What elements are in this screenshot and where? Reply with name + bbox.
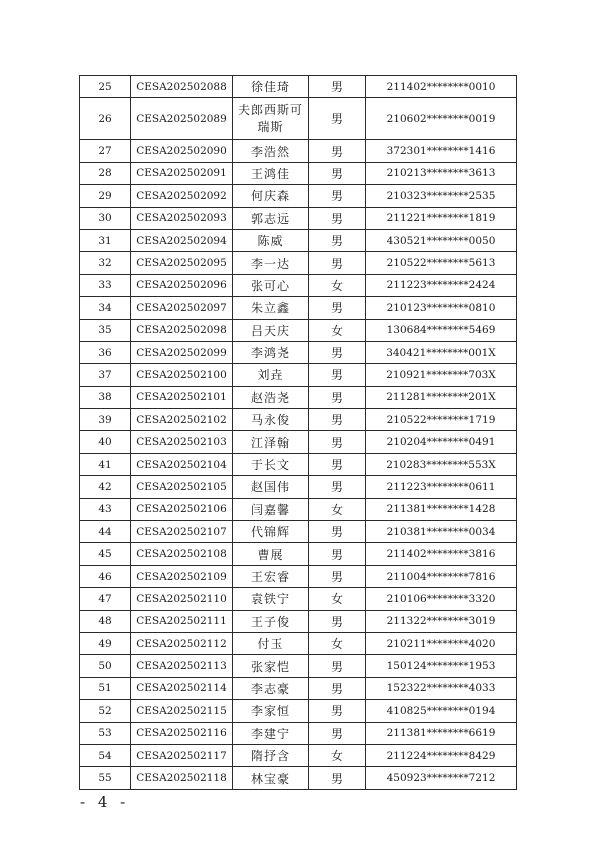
candidate-gender: 男 [309, 409, 366, 431]
candidate-name: 李浩然 [233, 140, 309, 162]
row-number: 50 [80, 655, 131, 677]
candidate-id: CESA202502093 [131, 207, 233, 229]
candidate-name: 李家恒 [233, 700, 309, 722]
candidate-name: 曹展 [233, 543, 309, 565]
candidate-id-card: 211221********1819 [366, 207, 517, 229]
candidate-name: 徐佳琦 [233, 76, 309, 98]
candidate-id: CESA202502114 [131, 677, 233, 699]
candidate-id-card: 210283********553X [366, 453, 517, 475]
candidate-name: 赵国伟 [233, 476, 309, 498]
candidate-gender: 女 [309, 274, 366, 296]
table-row [80, 588, 517, 610]
candidate-id-card: 152322********4033 [366, 677, 517, 699]
table-row [80, 498, 517, 520]
candidate-name: 王宏睿 [233, 565, 309, 587]
candidate-id: CESA202502103 [131, 431, 233, 453]
candidate-gender: 男 [309, 543, 366, 565]
row-number: 37 [80, 364, 131, 386]
candidate-id: CESA202502102 [131, 409, 233, 431]
table-row [80, 476, 517, 498]
candidate-id-card: 430521********0050 [366, 229, 517, 251]
candidate-name: 吕天庆 [233, 319, 309, 341]
row-number: 31 [80, 229, 131, 251]
candidate-id: CESA202502097 [131, 297, 233, 319]
row-number: 28 [80, 162, 131, 184]
candidate-name: 代锦辉 [233, 521, 309, 543]
row-number: 32 [80, 252, 131, 274]
roster-table [79, 75, 517, 790]
candidate-gender: 男 [309, 722, 366, 744]
candidate-gender: 女 [309, 744, 366, 766]
row-number: 36 [80, 341, 131, 363]
candidate-gender: 男 [309, 521, 366, 543]
candidate-id: CESA202502104 [131, 453, 233, 475]
candidate-gender: 男 [309, 364, 366, 386]
table-row [80, 521, 517, 543]
table-row [80, 364, 517, 386]
candidate-id-card: 210921********703X [366, 364, 517, 386]
candidate-id: CESA202502094 [131, 229, 233, 251]
table-row [80, 744, 517, 766]
candidate-id: CESA202502115 [131, 700, 233, 722]
candidate-name: 林宝豪 [233, 767, 309, 789]
table-row [80, 565, 517, 587]
candidate-name: 张可心 [233, 274, 309, 296]
candidate-gender: 男 [309, 655, 366, 677]
candidate-id: CESA202502101 [131, 386, 233, 408]
row-number: 34 [80, 297, 131, 319]
candidate-gender: 女 [309, 498, 366, 520]
candidate-gender: 男 [309, 341, 366, 363]
candidate-id-card: 210522********1719 [366, 409, 517, 431]
candidate-id-card: 210211********4020 [366, 632, 517, 654]
candidate-id: CESA202502089 [131, 98, 233, 140]
candidate-id: CESA202502112 [131, 632, 233, 654]
candidate-gender: 男 [309, 207, 366, 229]
table-row [80, 409, 517, 431]
candidate-id: CESA202502108 [131, 543, 233, 565]
row-number: 25 [80, 76, 131, 98]
candidate-id-card: 410825********0194 [366, 700, 517, 722]
row-number: 39 [80, 409, 131, 431]
candidate-gender: 男 [309, 76, 366, 98]
candidate-gender: 男 [309, 252, 366, 274]
candidate-id-card: 211402********3816 [366, 543, 517, 565]
candidate-name: 赵浩尧 [233, 386, 309, 408]
row-number: 53 [80, 722, 131, 744]
candidate-id-card: 450923********7212 [366, 767, 517, 789]
candidate-id: CESA202502092 [131, 185, 233, 207]
candidate-name: 郭志远 [233, 207, 309, 229]
row-number: 49 [80, 632, 131, 654]
table-row [80, 98, 517, 140]
candidate-id-card: 340421********001X [366, 341, 517, 363]
candidate-gender: 女 [309, 632, 366, 654]
row-number: 48 [80, 610, 131, 632]
candidate-id: CESA202502088 [131, 76, 233, 98]
candidate-gender: 男 [309, 610, 366, 632]
table-row [80, 76, 517, 98]
table-row [80, 431, 517, 453]
candidate-id: CESA202502099 [131, 341, 233, 363]
candidate-gender: 男 [309, 431, 366, 453]
table-row [80, 274, 517, 296]
candidate-id-card: 211402********0010 [366, 76, 517, 98]
row-number: 27 [80, 140, 131, 162]
candidate-id-card: 210204********0491 [366, 431, 517, 453]
candidate-id-card: 210381********0034 [366, 521, 517, 543]
row-number: 40 [80, 431, 131, 453]
candidate-id-card: 210323********2535 [366, 185, 517, 207]
candidate-gender: 男 [309, 767, 366, 789]
candidate-id-card: 372301********1416 [366, 140, 517, 162]
candidate-id: CESA202502107 [131, 521, 233, 543]
row-number: 52 [80, 700, 131, 722]
row-number: 33 [80, 274, 131, 296]
row-number: 45 [80, 543, 131, 565]
candidate-id: CESA202502090 [131, 140, 233, 162]
candidate-name: 李志豪 [233, 677, 309, 699]
candidate-id: CESA202502109 [131, 565, 233, 587]
row-number: 51 [80, 677, 131, 699]
table-row [80, 140, 517, 162]
candidate-id: CESA202502116 [131, 722, 233, 744]
candidate-id: CESA202502100 [131, 364, 233, 386]
candidate-id: CESA202502106 [131, 498, 233, 520]
table-row [80, 543, 517, 565]
table-row [80, 319, 517, 341]
row-number: 54 [80, 744, 131, 766]
page-number: - 4 - [80, 793, 130, 811]
candidate-name: 刘垚 [233, 364, 309, 386]
candidate-id: CESA202502110 [131, 588, 233, 610]
candidate-name: 袁铁宁 [233, 588, 309, 610]
candidate-name: 隋抒含 [233, 744, 309, 766]
row-number: 55 [80, 767, 131, 789]
candidate-id-card: 211281********201X [366, 386, 517, 408]
table-row [80, 185, 517, 207]
candidate-gender: 男 [309, 476, 366, 498]
candidate-id-card: 210602********0019 [366, 98, 517, 140]
table-row [80, 700, 517, 722]
table-row [80, 341, 517, 363]
table-row [80, 677, 517, 699]
candidate-gender: 男 [309, 185, 366, 207]
candidate-id: CESA202502105 [131, 476, 233, 498]
candidate-name: 夫郎西斯可瑞斯 [233, 98, 309, 140]
candidate-name: 何庆森 [233, 185, 309, 207]
candidate-name: 闫嘉馨 [233, 498, 309, 520]
row-number: 26 [80, 98, 131, 140]
row-number: 35 [80, 319, 131, 341]
candidate-id-card: 211381********6619 [366, 722, 517, 744]
candidate-gender: 男 [309, 162, 366, 184]
table-row [80, 252, 517, 274]
candidate-name: 王子俊 [233, 610, 309, 632]
candidate-name: 李建宁 [233, 722, 309, 744]
row-number: 30 [80, 207, 131, 229]
row-number: 41 [80, 453, 131, 475]
table-row [80, 632, 517, 654]
candidate-id: CESA202502091 [131, 162, 233, 184]
table-row [80, 767, 517, 789]
table-row [80, 207, 517, 229]
candidate-name: 朱立鑫 [233, 297, 309, 319]
table-row [80, 162, 517, 184]
row-number: 43 [80, 498, 131, 520]
candidate-gender: 男 [309, 229, 366, 251]
candidate-gender: 女 [309, 588, 366, 610]
row-number: 47 [80, 588, 131, 610]
candidate-id: CESA202502111 [131, 610, 233, 632]
candidate-name: 王鸿佳 [233, 162, 309, 184]
candidate-gender: 男 [309, 565, 366, 587]
candidate-name: 李一达 [233, 252, 309, 274]
candidate-gender: 男 [309, 386, 366, 408]
candidate-id-card: 211223********2424 [366, 274, 517, 296]
candidate-gender: 男 [309, 98, 366, 140]
candidate-gender: 男 [309, 297, 366, 319]
candidate-id-card: 211004********7816 [366, 565, 517, 587]
candidate-id-card: 211381********1428 [366, 498, 517, 520]
candidate-gender: 男 [309, 677, 366, 699]
table-row [80, 297, 517, 319]
candidate-id-card: 210106********3320 [366, 588, 517, 610]
candidate-name: 付玉 [233, 632, 309, 654]
candidate-id-card: 210213********3613 [366, 162, 517, 184]
row-number: 42 [80, 476, 131, 498]
candidate-name: 于长文 [233, 453, 309, 475]
candidate-id-card: 130684********5469 [366, 319, 517, 341]
table-row [80, 655, 517, 677]
table-row [80, 453, 517, 475]
candidate-id: CESA202502096 [131, 274, 233, 296]
candidate-name: 马永俊 [233, 409, 309, 431]
candidate-gender: 男 [309, 140, 366, 162]
candidate-id-card: 211224********8429 [366, 744, 517, 766]
candidate-name: 张家恺 [233, 655, 309, 677]
row-number: 38 [80, 386, 131, 408]
candidate-id-card: 211322********3019 [366, 610, 517, 632]
roster-body [80, 76, 517, 790]
candidate-id: CESA202502113 [131, 655, 233, 677]
row-number: 46 [80, 565, 131, 587]
candidate-gender: 女 [309, 319, 366, 341]
candidate-id-card: 150124********1953 [366, 655, 517, 677]
table-row [80, 229, 517, 251]
candidate-gender: 男 [309, 700, 366, 722]
table-row [80, 722, 517, 744]
row-number: 44 [80, 521, 131, 543]
candidate-id-card: 210123********0810 [366, 297, 517, 319]
candidate-id-card: 210522********5613 [366, 252, 517, 274]
candidate-gender: 男 [309, 453, 366, 475]
candidate-id: CESA202502117 [131, 744, 233, 766]
candidate-id: CESA202502118 [131, 767, 233, 789]
candidate-name: 陈威 [233, 229, 309, 251]
table-row [80, 386, 517, 408]
candidate-id: CESA202502095 [131, 252, 233, 274]
candidate-id-card: 211223********0611 [366, 476, 517, 498]
candidate-name: 江泽翰 [233, 431, 309, 453]
table-row [80, 610, 517, 632]
candidate-name: 李鸿尧 [233, 341, 309, 363]
row-number: 29 [80, 185, 131, 207]
candidate-id: CESA202502098 [131, 319, 233, 341]
